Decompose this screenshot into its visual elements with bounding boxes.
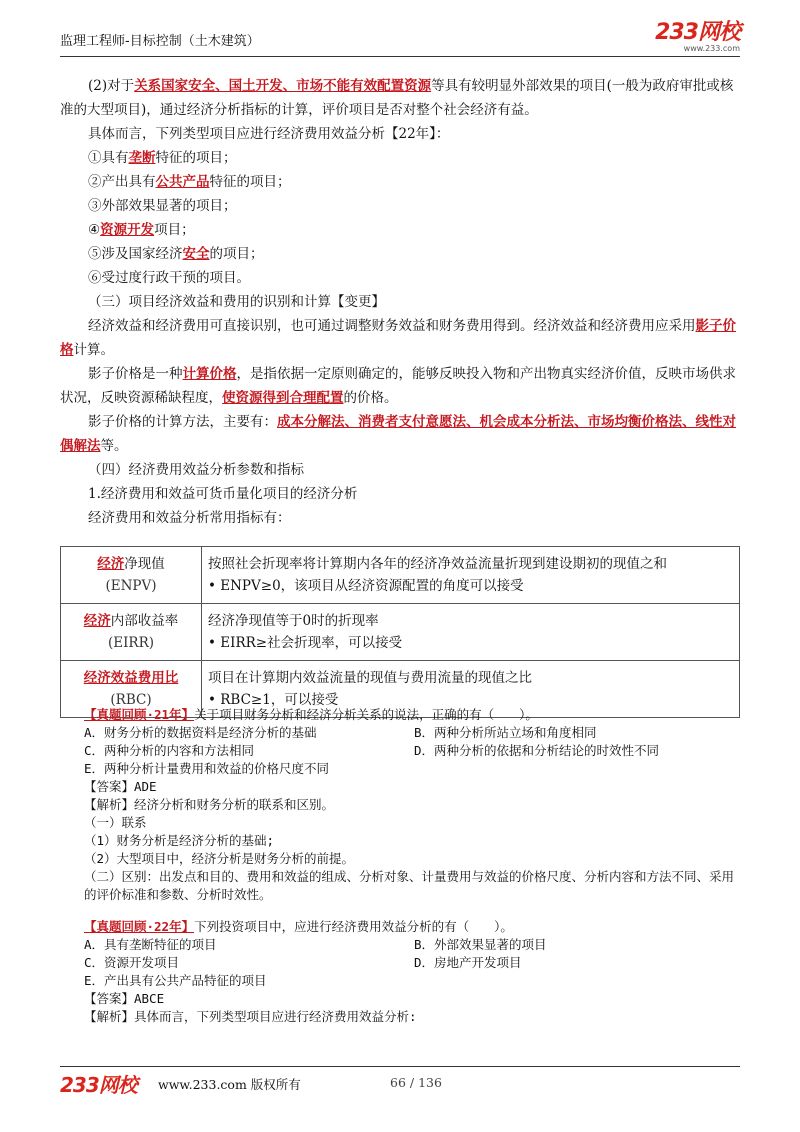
answer: 【答案】ADE bbox=[84, 779, 157, 794]
section-heading: （四）经济费用效益分析参数和指标 bbox=[88, 462, 304, 478]
analysis-line: 【解析】具体而言，下列类型项目应进行经济费用效益分析: bbox=[84, 1009, 417, 1024]
table-desc-cell: 项目在计算期内效益流量的现值与费用流量的现值之比 • RBC≥1，可以接受 bbox=[202, 661, 740, 718]
question-stem: 【真题回顾·21年】关于项目财务分析和经济分析关系的说法，正确的有（ ）。 bbox=[84, 707, 538, 722]
header-divider bbox=[60, 56, 740, 57]
footer-logo: 233网校 bbox=[60, 1073, 137, 1097]
subsection-heading: 1.经济费用和效益可货币量化项目的经济分析 bbox=[88, 486, 358, 502]
paragraph-project-types: 具体而言，下列类型项目应进行经济费用效益分析【22年】： bbox=[88, 126, 450, 142]
question-block-21 bbox=[84, 706, 744, 904]
analysis-line: （一）联系 bbox=[84, 815, 147, 830]
main-content bbox=[60, 74, 740, 718]
page-header bbox=[60, 22, 740, 54]
analysis-line: （1）财务分析是经济分析的基础; bbox=[84, 833, 275, 848]
answer: 【答案】ABCE bbox=[84, 991, 165, 1006]
analysis-line: 【解析】经济分析和财务分析的联系和区别。 bbox=[84, 797, 335, 812]
option-row: A．具有垄断特征的项目 B．外部效果显著的项目 bbox=[84, 937, 547, 952]
analysis-line: （二）区别：出发点和目的、费用和效益的组成、分析对象、计量费用与效益的价格尺度、分析内容和方法不同、采用的评价标准和参数、分析时效性。 bbox=[84, 869, 735, 902]
list-item: ⑥受过度行政干预的项目。 bbox=[88, 270, 250, 286]
list-item: ③外部效果显著的项目； bbox=[88, 198, 237, 214]
question-stem: 【真题回顾·22年】下列投资项目中，应进行经济费用效益分析的有（ ）。 bbox=[84, 919, 513, 934]
list-item: ⑤涉及国家经济安全的项目； bbox=[88, 246, 264, 262]
table-row bbox=[61, 547, 740, 604]
footer-divider bbox=[60, 1066, 740, 1067]
paragraph-shadow-price-use: 经济效益和经济费用可直接识别，也可通过调整财务效益和财务费用得到。经济效益和经济费用应采用影子价格计算。 bbox=[60, 318, 736, 358]
logo-text: 233网校 bbox=[655, 20, 740, 45]
project-type-list bbox=[60, 146, 740, 290]
brand-logo bbox=[655, 22, 740, 53]
option: E．产出具有公共产品特征的项目 bbox=[84, 973, 267, 988]
page-footer bbox=[60, 1072, 740, 1096]
page-number: 66 / 136 bbox=[390, 1075, 442, 1090]
indicator-table bbox=[60, 546, 740, 718]
table-label-cell: 经济净现值 (ENPV) bbox=[61, 547, 202, 604]
paragraph-shadow-price-definition: 影子价格是一种计算价格，是指依据一定原则确定的，能够反映投入物和产出物真实经济价值，反映市场供求状况，反映资源稀缺程度，使资源得到合理配置的价格。 bbox=[60, 366, 736, 406]
table-label-cell: 经济内部收益率 (EIRR) bbox=[61, 604, 202, 661]
paragraph-indicators-intro: 经济费用和效益分析常用指标有： bbox=[88, 510, 291, 526]
list-item: ④资源开发项目； bbox=[88, 222, 195, 238]
paragraph-shadow-price-methods: 影子价格的计算方法，主要有：成本分解法、消费者支付意愿法、机会成本分析法、市场均衡价格法、线性对偶解法等。 bbox=[60, 414, 736, 454]
list-item: ①具有垄断特征的项目； bbox=[88, 150, 237, 166]
table-row bbox=[61, 604, 740, 661]
paragraph-external-effects: (2)对于关系国家安全、国土开发、市场不能有效配置资源等具有较明显外部效果的项目(一般为政府审批或核准的大型项目)，通过经济分析指标的计算，评价项目是否对整个社会经济有益。 bbox=[60, 78, 734, 118]
section-heading: （三）项目经济效益和费用的识别和计算【变更】 bbox=[88, 294, 385, 310]
question-block-22 bbox=[84, 918, 744, 1026]
list-item: ②产出具有公共产品特征的项目； bbox=[88, 174, 291, 190]
option-row: C．两种分析的内容和方法相同 D．两种分析的依据和分析结论的时效性不同 bbox=[84, 743, 660, 758]
footer-copyright: www.233.com 版权所有 bbox=[158, 1077, 301, 1092]
analysis-line: （2）大型项目中，经济分析是财务分析的前提。 bbox=[84, 851, 355, 866]
table-desc-cell: 经济净现值等于0时的折现率 • EIRR≥社会折现率，可以接受 bbox=[202, 604, 740, 661]
option-row: A．财务分析的数据资料是经济分析的基础 B．两种分析所站立场和角度相同 bbox=[84, 725, 597, 740]
table-desc-cell: 按照社会折现率将计算期内各年的经济净效益流量折现到建设期初的现值之和 • ENPV≥0，该项目从经济资源配置的角度可以接受 bbox=[202, 547, 740, 604]
logo-url: www.233.com bbox=[683, 44, 740, 53]
table-label-cell: 经济效益费用比 (RBC) bbox=[61, 661, 202, 718]
document-title: 监理工程师-目标控制（土木建筑） bbox=[60, 34, 260, 49]
option-row: C．资源开发项目 D．房地产开发项目 bbox=[84, 955, 522, 970]
option: E．两种分析计量费用和效益的价格尺度不同 bbox=[84, 761, 330, 776]
